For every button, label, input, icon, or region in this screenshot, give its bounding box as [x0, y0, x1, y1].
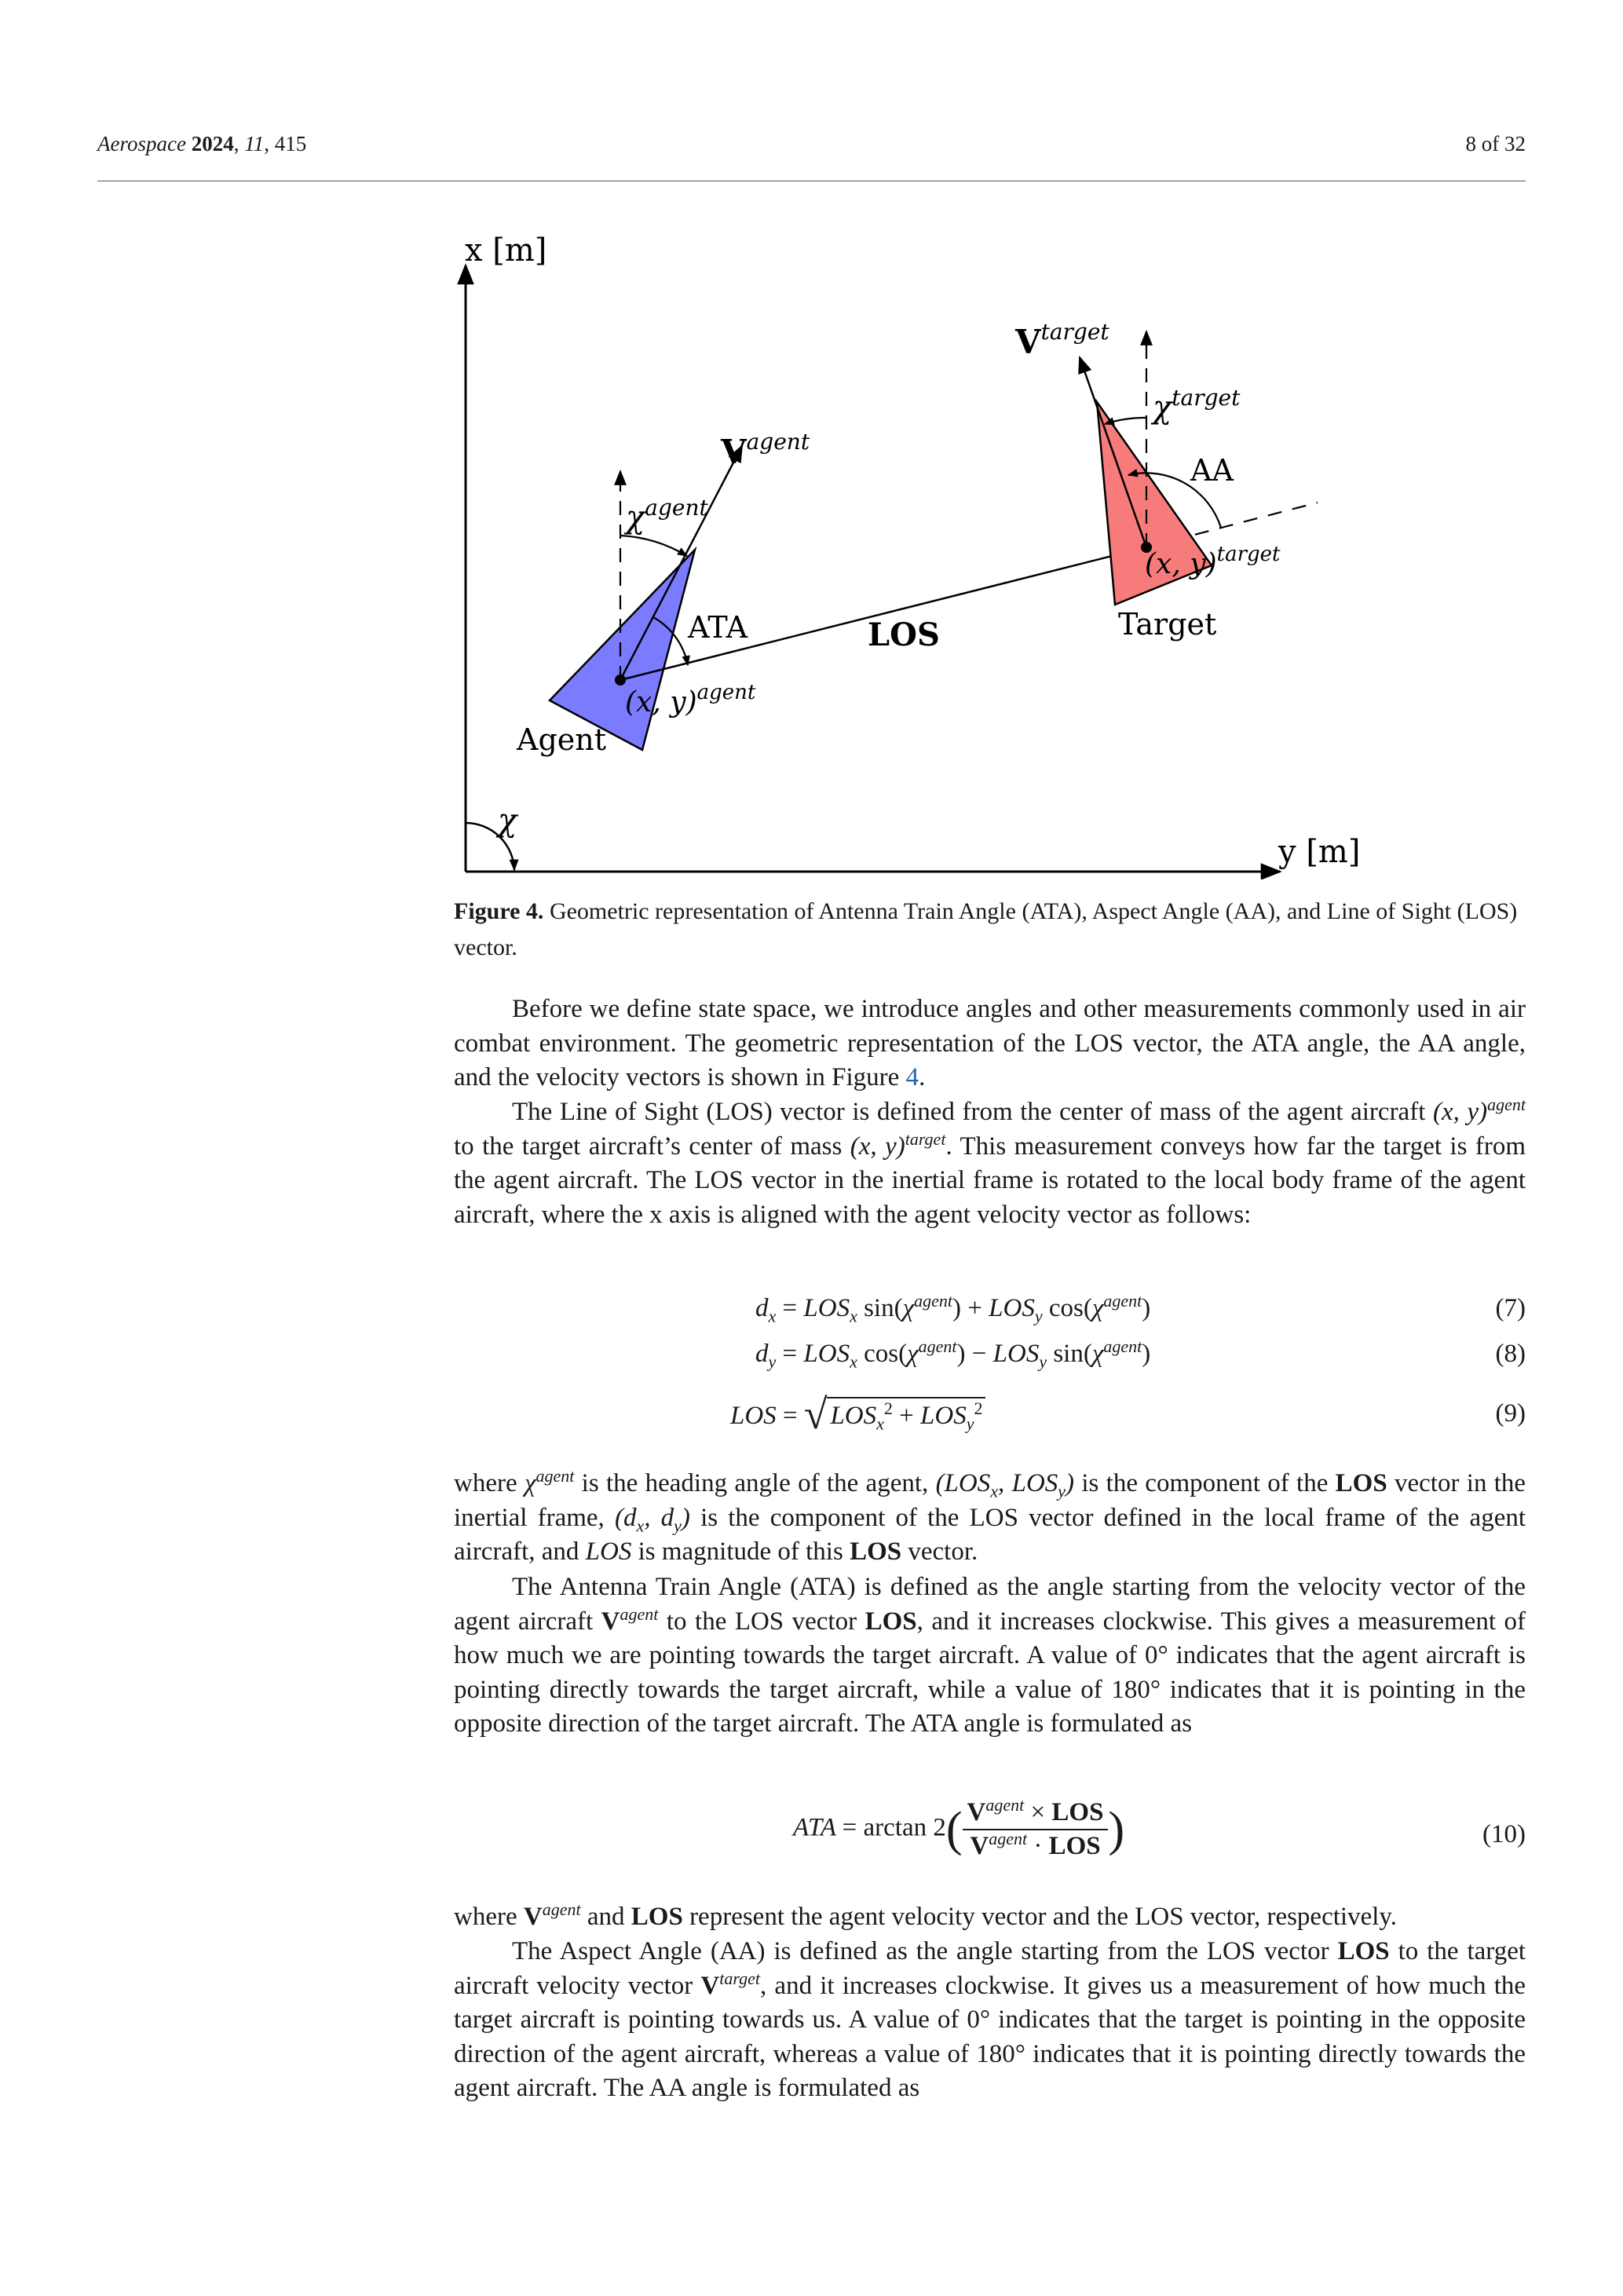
- paragraph: The Antenna Train Angle (ATA) is defined as the angle starting from the velocity vector of the agent aircraft $V^{agent}$ to the LOS vector LOS, and it increases clockwise. This gives a measurement of how much we are pointing towards the target aircraft. A value of 0° indicates that the agent aircraft is pointing directly towards the target aircraft, while a value of 180° indicates that it is pointing in the opposite direction of the target aircraft. The ATA angle is formulated as: [454, 1573, 1526, 1738]
- target-label: Target: [1118, 607, 1217, 642]
- article-number: 415: [274, 132, 307, 155]
- equation-number: (9): [1495, 1399, 1526, 1428]
- paragraph: Before we define state space, we introduce angles and other measurements commonly used in air combat environment. The geometric representation of the LOS vector, the ATA angle, the AA angle, and the velocity vectors is shown in Figure 4.: [454, 995, 1526, 1091]
- figure-ref-link[interactable]: 4: [905, 1063, 919, 1091]
- geometry-figure: [0, 0, 1623, 879]
- ata-label: ATA: [688, 610, 748, 645]
- v-target-label: $V^{target}$: [1015, 319, 1109, 361]
- caption-label: Figure 4.: [454, 898, 544, 924]
- journal-volume: 11: [244, 132, 265, 155]
- paragraph: where $\chi^{agent}$ is the heading angle of the agent, ($LOS_x$, $LOS_y$) is the component of the LOS vector in the inertial frame, ($d_x$, $d_y$) is the component of the LOS vector defined in the local frame of the agent aircraft, and LOS is magnitude of this LOS vector.: [454, 1466, 1526, 1566]
- agent-label: Agent: [517, 722, 606, 757]
- chi-agent-arc: [620, 536, 687, 556]
- paragraph: where $V^{agent}$ and LOS represent the agent velocity vector and the LOS vector, respectively.: [454, 1899, 1397, 1931]
- caption-text: Geometric representation of Antenna Train Angle (ATA), Aspect Angle (AA), and Line of Sight (LOS) vector.: [454, 898, 1518, 960]
- chi-target-label: $\chi^{target}$: [1153, 385, 1241, 426]
- equation-9: LOS = √ $LOS_x^2 + LOS_y^2$ (9): [730, 1391, 1526, 1438]
- figure-caption: [454, 894, 1526, 966]
- page-number: 8 of 32: [1465, 132, 1526, 155]
- target-position-label: (x, y)$^{target}$: [1145, 543, 1281, 580]
- equation-8: $d_y = LOS_x$ $\cos(\chi^{agent}) - LOS_y$ $\sin(\chi^{agent})$ (8): [755, 1336, 1526, 1372]
- journal-name: Aerospace: [97, 132, 186, 155]
- equation-10: ATA = arctan 2( $\frac{V^{agent} \times LOS}{V^{agent} \cdot LOS}$ ) (10): [793, 1795, 1526, 1860]
- journal-header: Aerospace 2024, 11, 415: [97, 132, 307, 155]
- chi-agent-label: $\chi^{agent}$: [626, 495, 708, 536]
- chi-label: χ: [498, 803, 517, 839]
- equation-number: (7): [1495, 1294, 1526, 1322]
- paragraph: The Line of Sight (LOS) vector is defined from the center of mass of the agent aircraft (x, y)$^{agent}$ to the target aircraft’s center of mass (x, y)$^{target}$. This measurement conveys how far the target is from the agent aircraft. The LOS vector in the inertial frame is rotated to the local body frame of the agent aircraft, where the x axis is aligned with the agent velocity vector as follows:: [454, 1095, 1526, 1229]
- paragraph: The Aspect Angle (AA) is defined as the angle starting from the LOS vector LOS to the target aircraft velocity vector $V^{target}$, and it increases clockwise. It gives us a measurement of how much the target aircraft is pointing towards us. A value of 0° indicates that the target is pointing in the opposite direction of the agent aircraft, whereas a value of 180° indicates that it is pointing directly towards the agent aircraft. The AA angle is formulated as: [454, 1937, 1526, 2102]
- equation-number: (10): [1482, 1820, 1526, 1848]
- y-axis-label: y [m]: [1278, 834, 1361, 870]
- v-agent-label: $V^{agent}$: [721, 429, 810, 471]
- los-label: LOS: [868, 616, 940, 653]
- equation-number: (8): [1495, 1340, 1526, 1368]
- x-axis-label: x [m]: [465, 232, 547, 269]
- agent-position-label: (x, y)$^{agent}$: [625, 681, 756, 718]
- equation-7: $d_x = LOS_x$ $\sin(\chi^{agent}) + LOS_y$ $\cos(\chi^{agent})$ (7): [755, 1291, 1526, 1326]
- aa-label: AA: [1190, 453, 1234, 488]
- journal-year: 2024: [191, 132, 234, 155]
